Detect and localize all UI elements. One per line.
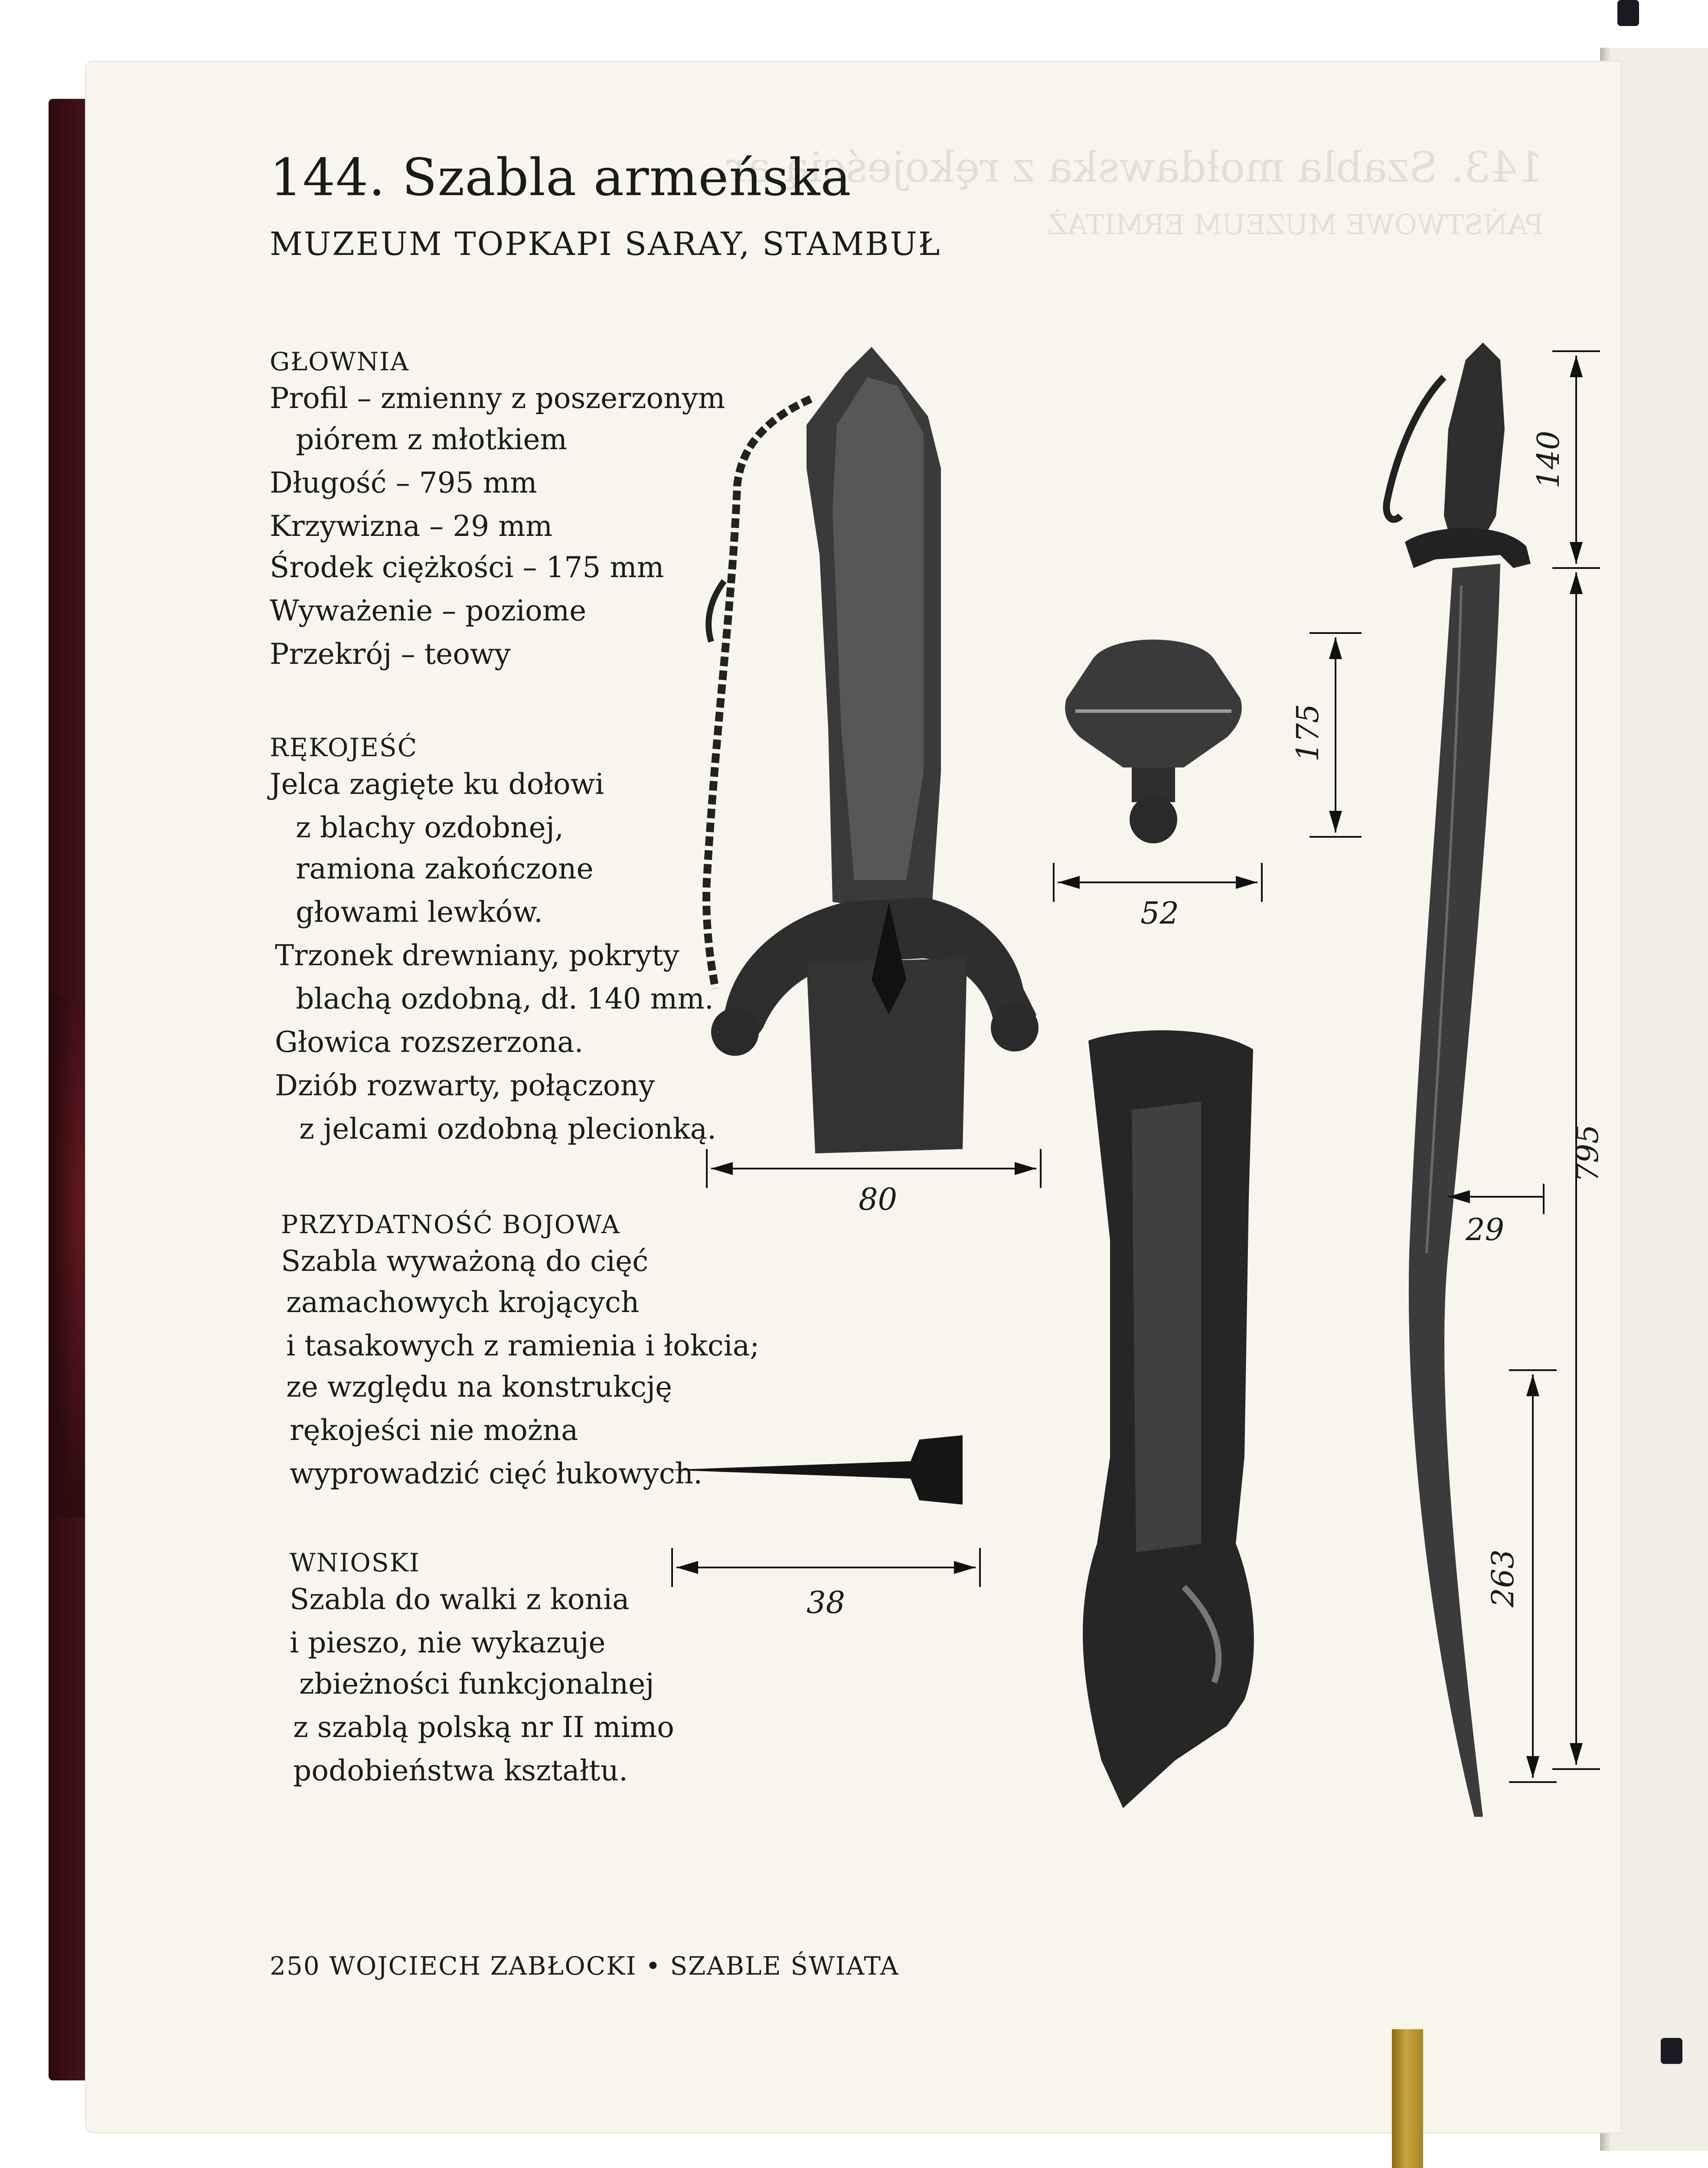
dimension-label: 38 — [807, 1585, 846, 1620]
spec-line: z szablą polską nr II mimo — [293, 1711, 674, 1744]
dimension-hilt-width — [702, 1149, 1049, 1218]
show-through-subtitle: PAŃSTWOWE MUZEUM ERMITAŻ — [1048, 209, 1544, 241]
dimension-label: 80 — [859, 1182, 898, 1217]
spec-line: głowami lewków. — [296, 895, 543, 929]
spec-line: Szabla do walki z konia — [290, 1583, 630, 1616]
dimension-label: 175 — [1290, 704, 1326, 762]
spec-line: wyprowadzić cięć łukowych. — [290, 1457, 703, 1490]
dimension-grip-length — [1531, 347, 1609, 572]
dimension-label: 795 — [1570, 1124, 1605, 1182]
spec-line: Dziób rozwarty, połączony — [275, 1069, 655, 1102]
spec-line: Jelca zagięte ku dołowi — [270, 767, 604, 801]
spec-line: piórem z młotkiem — [296, 423, 568, 456]
spec-line: i tasakowych z ramienia i łokcia; — [286, 1329, 760, 1362]
pommel-drawing — [1041, 624, 1266, 867]
crossguard-section-drawing — [668, 1431, 971, 1509]
section-heading-rekojesc: RĘKOJEŚĆ — [270, 733, 418, 762]
page-title: 144. Szabla armeńska — [270, 147, 852, 207]
spec-line: zamachowych krojących — [286, 1286, 640, 1319]
dimension-label: 52 — [1140, 895, 1179, 931]
spec-line: Profil – zmienny z poszerzonym — [270, 382, 725, 415]
page-footer: 250 WOJCIECH ZABŁOCKI • SZABLE ŚWIATA — [270, 1951, 899, 1981]
spec-line: i pieszo, nie wykazuje — [290, 1626, 606, 1659]
spec-line: Krzywizna – 29 mm — [270, 509, 553, 543]
spec-line: Długość – 795 mm — [270, 466, 537, 500]
page-subtitle: MUZEUM TOPKAPI SARAY, STAMBUŁ — [270, 225, 941, 263]
dimension-pommel-width — [1045, 863, 1279, 932]
spec-line: zbieżności funkcjonalnej — [299, 1667, 654, 1701]
scabbard-drawing — [1071, 1023, 1270, 1812]
spec-line: ze względu na konstrukcję — [286, 1370, 673, 1404]
spec-line: Szabla wyważoną do cięć — [281, 1244, 649, 1278]
spec-line: ramiona zakończone — [296, 852, 594, 885]
spec-line: Trzonek drewniany, pokryty — [275, 939, 679, 972]
dimension-crossguard — [668, 1548, 989, 1622]
dimension-label: 29 — [1466, 1212, 1505, 1247]
dimension-label: 263 — [1485, 1549, 1521, 1607]
section-heading-glownia: GŁOWNIA — [270, 347, 409, 376]
spec-line: podobieństwa kształtu. — [293, 1754, 628, 1787]
spec-line: z jelcami ozdobną plecionką. — [299, 1112, 716, 1146]
spec-line: blachą ozdobną, dł. 140 mm. — [296, 982, 714, 1015]
dimension-label: 140 — [1531, 431, 1566, 489]
spec-line: rękojeści nie można — [290, 1414, 578, 1447]
dimension-feather — [1485, 1366, 1565, 1791]
section-heading-wnioski: WNIOSKI — [290, 1548, 420, 1577]
show-through-title: 143. Szabla mołdawska z rękojeścią ar — [726, 143, 1544, 192]
dimension-curvature — [1440, 1179, 1552, 1257]
section-heading-przydatnosc: PRZYDATNOŚĆ BOJOWA — [281, 1210, 620, 1239]
spec-line: Przekrój – teowy — [270, 637, 511, 671]
spec-line: Środek ciężkości – 175 mm — [270, 551, 664, 584]
book-corner — [1661, 2038, 1682, 2064]
spec-line: Głowica rozszerzona. — [275, 1025, 584, 1059]
spec-line: z blachy ozdobnej, — [296, 811, 564, 844]
spec-line: Wyważenie – poziome — [270, 594, 587, 627]
dimension-pommel-height — [1292, 629, 1379, 841]
bookmark-ribbon — [1392, 2029, 1423, 2168]
book-corner — [1617, 0, 1639, 26]
hilt-drawing — [663, 338, 1062, 1162]
